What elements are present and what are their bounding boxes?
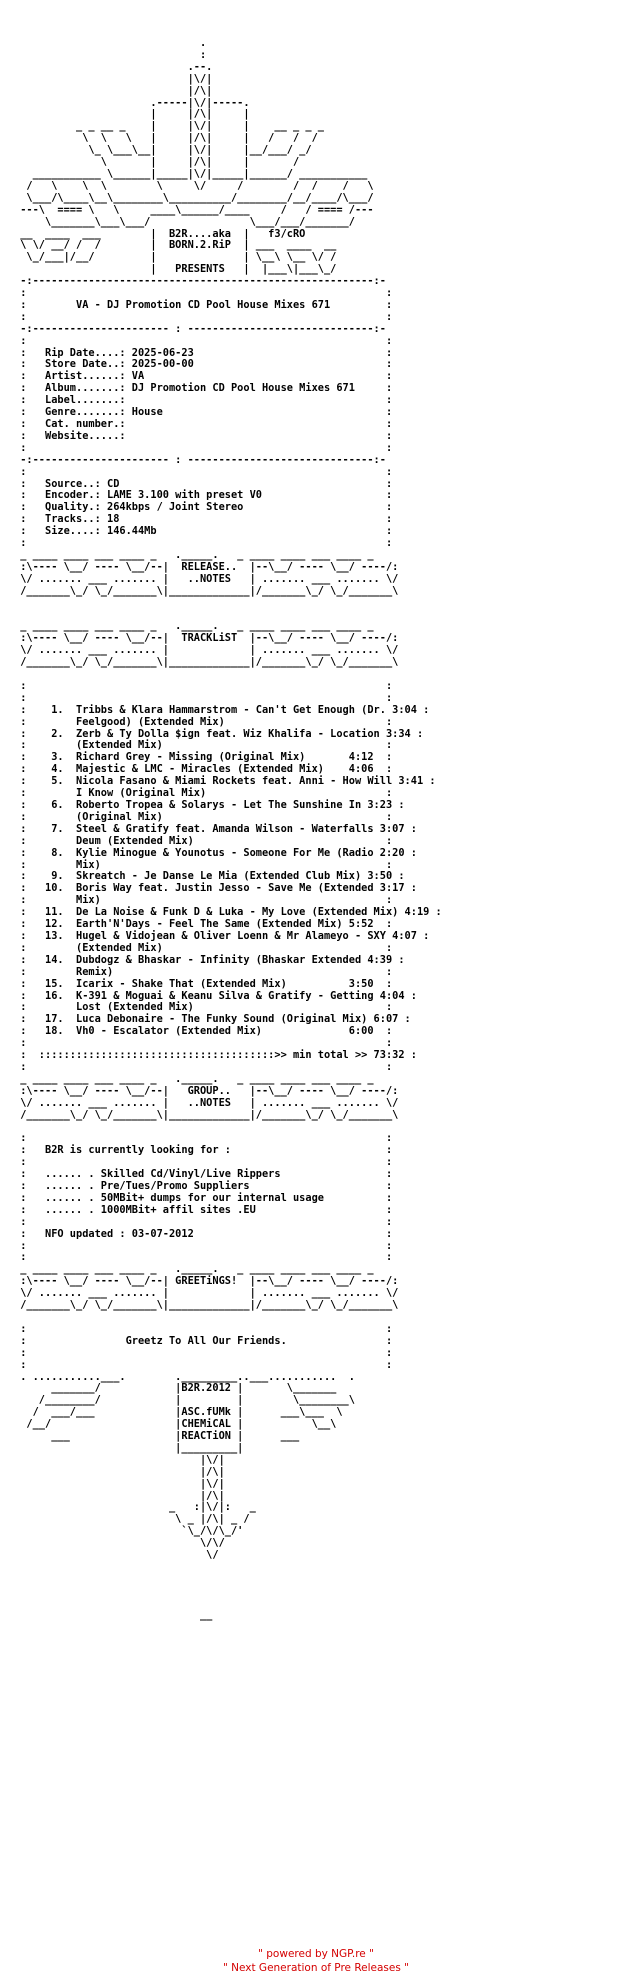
track-row: : 13. Hugel & Vidojean & Oliver Loenn & Mr Alameyo - SXY 4:07 : [20, 929, 430, 942]
divider: -:-------------------------------------------------------:- [20, 275, 386, 288]
group-item: : ...... . Skilled Cd/Vinyl/Live Rippers : [20, 1168, 393, 1181]
track-row: : Mix) : [20, 894, 393, 907]
greetings-banner: :\---- \__/ ---- \__/--| GREETiNGS! |--\__/ ---- \__/ ----/: [20, 1275, 399, 1288]
track-row: : 7. Steel & Gratify feat. Amanda Wilson - Waterfalls 3:07 : [20, 822, 417, 835]
tracklist-banner: \/ ....... ___ ....... | | ....... ___ ....... \/ [20, 644, 399, 657]
tracklist-banner: :\---- \__/ ---- \__/--| TRACKLiST |--\__/ ---- \__/ ----/: [20, 632, 399, 645]
credits: /__/ |CHEMiCAL | \__\ [26, 1418, 337, 1431]
ascii-art-logo: . [199, 37, 207, 49]
credits: /________/ | | \________\ [38, 1394, 355, 1407]
ascii-art-bottom: \/ [206, 1549, 219, 1562]
info-row: : Album.......: DJ Promotion CD Pool House Mixes 671 : [20, 382, 393, 395]
ascii-art-logo: \_ \___\__| |\/| |__/___/ _/ [88, 144, 312, 157]
group-notes-banner: \/ ....... ___ ....... | ..NOTES | ....... ___ ....... \/ [20, 1096, 399, 1109]
divider: -:---------------------- : ------------------------------:- [20, 453, 386, 466]
release-title: : VA - DJ Promotion CD Pool House Mixes 671 : [20, 298, 393, 311]
info-row: : Label.......: : [20, 394, 393, 407]
ascii-art-logo: |\/| [187, 72, 213, 85]
divider: : : [20, 1358, 393, 1371]
group-notes-banner: :\---- \__/ ---- \__/--| GROUP.. |--\__/ ---- \__/ ----/: [20, 1084, 399, 1097]
ascii-art-bottom: \/\/ [199, 1537, 225, 1550]
nfo-ascii-text [14, 38, 442, 1622]
divider: : : [20, 1346, 393, 1359]
tech-row: : Quality.: 264kbps / Joint Stereo : [20, 501, 393, 514]
track-row: : I Know (Original Mix) : [20, 787, 393, 800]
banner-deco: _ ____ ____ ___ ____ _ ._____. _ ____ ____ ___ ____ _ [20, 620, 374, 633]
header-presents: __ ____ ___ | B2R....aka | f3/cRO [20, 227, 306, 240]
track-row: : 5. Nicola Fasano & Miami Rockets feat. Anni - How Will 3:41 : [20, 775, 436, 788]
ascii-art-logo: \_______\___\___/ \___/___/_______/ [44, 215, 355, 228]
info-row: : Cat. number.: : [20, 418, 393, 430]
divider: : : [20, 1322, 393, 1335]
credits-deco: . ...........___. ._________..___........... . [20, 1370, 355, 1383]
track-row: : 10. Boris Way feat. Justin Jesso - Save Me (Extended 3:17 : [20, 882, 417, 895]
nfo-updated: : NFO updated : 03-07-2012 : [20, 1227, 393, 1240]
group-item: : ...... . 1000MBit+ affil sites .EU : [20, 1203, 393, 1216]
track-row: : 8. Kylie Minogue & Younotus - Someone For Me (Radio 2:20 : [20, 846, 417, 859]
track-row: : 1. Tribbs & Klara Hammarstrom - Can't Get Enough (Dr. 3:04 : [20, 703, 430, 716]
divider: : : [20, 465, 393, 478]
divider: : : [20, 1037, 393, 1050]
track-row: : Lost (Extended Mix) : [20, 1001, 393, 1014]
track-row: : (Original Mix) : [20, 810, 393, 823]
ascii-art-logo: .--. [187, 60, 213, 73]
track-row: : 4. Majestic & LMC - Miracles (Extended Mix) 4:06 : [20, 763, 393, 776]
header-presents: | PRESENTS | |___\|___\_/ [150, 263, 337, 276]
divider: : : [20, 1251, 393, 1264]
banner-deco: _ ____ ____ ___ ____ _ ._____. _ ____ ____ ___ ____ _ [20, 1072, 374, 1085]
banner-deco: _ ____ ____ ___ ____ _ ._____. _ ____ ____ ___ ____ _ [20, 548, 374, 561]
track-row: : 18. Vh0 - Escalator (Extended Mix) 6:00 : [20, 1025, 393, 1038]
divider: : : [20, 441, 393, 454]
group-item: : ...... . Pre/Tues/Promo Suppliers : [20, 1180, 393, 1192]
release-notes-banner: \/ ....... ___ ....... | ..NOTES | ....... ___ ....... \/ [20, 572, 399, 585]
credits-deco: |_________| [175, 1441, 244, 1454]
ascii-art-bottom: \ _ |/\| _ / [175, 1513, 250, 1526]
divider: : : [20, 310, 393, 323]
track-row: : Feelgood) (Extended Mix) : [20, 715, 393, 728]
ascii-art-logo: \ \ \ | |/\| | / / / [82, 132, 318, 145]
track-row: : 3. Richard Grey - Missing (Original Mix) 4:12 : [20, 751, 393, 764]
credits: ___ |REACTiON | ___ [51, 1430, 300, 1443]
divider: : : [20, 287, 393, 300]
ascii-art-bottom: __ [14, 1608, 213, 1621]
track-row: : Mix) : [20, 858, 393, 871]
track-row: : 12. Earth'N'Days - Feel The Same (Extended Mix) 5:52 : [20, 918, 393, 931]
footer-tagline: " Next Generation of Pre Releases " [222, 1962, 410, 1974]
footer-powered-by: " powered by NGP.re " [258, 1948, 374, 1960]
divider: : : [20, 1215, 393, 1228]
ascii-art-bottom: |/\| [199, 1465, 225, 1478]
divider: -:---------------------- : ------------------------------:- [20, 322, 386, 335]
banner-deco: /_______\_/ \_/_______\|_____________|/_______\_/ \_/_______\ [20, 656, 399, 669]
tech-row: : Tracks..: 18 : [20, 513, 393, 526]
tech-row: : Source..: CD : [20, 477, 393, 490]
ascii-art-logo: _ _ __ _ | |\/| | __ _ _ _ [75, 120, 324, 133]
track-row: : 11. De La Noise & Funk D & Luka - My Love (Extended Mix) 4:19 : [20, 906, 442, 919]
ascii-art-bottom: |\/| [199, 1477, 225, 1490]
ascii-art-logo: |/\| [187, 84, 213, 97]
track-row: : 17. Luca Debonaire - The Funky Sound (Original Mix) 6:07 : [20, 1013, 411, 1026]
track-row: : 9. Skreatch - Je Danse Le Mia (Extended Club Mix) 3:50 : [20, 870, 405, 883]
track-row: : 6. Roberto Tropea & Solarys - Let The Sunshine In 3:23 : [20, 799, 405, 811]
divider: : : [20, 1239, 393, 1252]
divider: : : [20, 537, 393, 550]
track-row: : 16. K-391 & Moguai & Keanu Silva & Gratify - Getting 4:04 : [20, 989, 417, 1002]
tech-row: : Size....: 146.44Mb : [20, 525, 393, 538]
banner-deco: /_______\_/ \_/_______\|_____________|/_______\_/ \_/_______\ [20, 1108, 399, 1121]
ascii-art-logo: \ | |/\| | / [100, 156, 300, 169]
ascii-art-logo: ___________ \______|_____|\/|_____|______/ ___________ [32, 167, 368, 180]
banner-deco: _ ____ ____ ___ ____ _ ._____. _ ____ ____ ___ ____ _ [20, 1263, 374, 1276]
credits: _______/ |B2R.2012 | \_______ [51, 1382, 337, 1395]
ascii-art-logo: : [199, 48, 207, 61]
ascii-art-logo: \___/\____\__\________\__________/________/__/____/\___/ [26, 191, 374, 204]
info-row: : Website.....: : [20, 429, 393, 442]
info-row: : Store Date..: 2025-00-00 : [20, 358, 393, 371]
info-row: : Rip Date....: 2025-06-23 : [20, 346, 393, 359]
divider: : : [20, 679, 393, 692]
tracklist-total: : ::::::::::::::::::::::::::::::::::::::>> min total >> 73:32 : [20, 1049, 417, 1062]
ascii-art-bottom: _ :|\/|: _ [168, 1501, 256, 1514]
track-row: : 14. Dubdogz & Bhaskar - Infinity (Bhaskar Extended 4:39 : [20, 953, 405, 966]
track-row: : 15. Icarix - Shake That (Extended Mix) 3:50 : [20, 977, 393, 990]
credits: / ___/___ |ASC.fUMk | ___\___ \ [32, 1406, 343, 1419]
track-row: : 2. Zerb & Ty Dolla $ign feat. Wiz Khalifa - Location 3:34 : [20, 727, 424, 740]
header-presents: \ \/ __/ / / | BORN.2.RiP | ___ ____ __ [20, 239, 337, 252]
info-row: : Artist......: VA : [20, 370, 393, 383]
track-row: : (Extended Mix) : [20, 941, 393, 954]
ascii-art-logo: | |/\| | [150, 108, 250, 121]
divider: : : [20, 691, 393, 704]
track-row: : (Extended Mix) : [20, 739, 393, 752]
ascii-art-bottom: |\/| [199, 1453, 225, 1466]
release-notes-banner: :\---- \__/ ---- \__/--| RELEASE.. |--\__/ ---- \__/ ----/: [20, 560, 399, 573]
greetz-text: : Greetz To All Our Friends. : [20, 1334, 393, 1347]
ascii-art-bottom: `\_/\/\_/' [181, 1525, 244, 1538]
ascii-art-logo: / \ \ \ \ \/ / / / / \ [26, 179, 374, 192]
tech-row: : Encoder.: LAME 3.100 with preset V0 : [20, 489, 393, 502]
header-presents: \_/___|/__/ | | \__\ \__ \/ / [26, 251, 337, 264]
group-item: : ...... . 50MBit+ dumps for our internal usage : [20, 1191, 393, 1204]
ascii-art-bottom: |/\| [199, 1489, 225, 1502]
info-row: : Genre.......: House : [20, 406, 393, 419]
ascii-art-logo: .-----|\/|-----. [150, 96, 250, 109]
divider: : : [20, 334, 393, 347]
banner-deco: /_______\_/ \_/_______\|_____________|/_______\_/ \_/_______\ [20, 584, 399, 597]
track-row: : Remix) : [20, 965, 393, 978]
divider: : : [20, 1132, 393, 1145]
track-row: : Deum (Extended Mix) : [20, 834, 393, 847]
group-intro: : B2R is currently looking for : : [20, 1144, 393, 1157]
divider: : : [20, 1156, 393, 1169]
greetings-banner: \/ ....... ___ ....... | | ....... ___ ....... \/ [20, 1287, 399, 1300]
banner-deco: /_______\_/ \_/_______\|_____________|/_______\_/ \_/_______\ [20, 1299, 399, 1312]
divider: : : [20, 1060, 393, 1073]
ascii-art-logo: ---\ ==== \ \ ____\______/____ / / ==== /--- [20, 203, 374, 216]
